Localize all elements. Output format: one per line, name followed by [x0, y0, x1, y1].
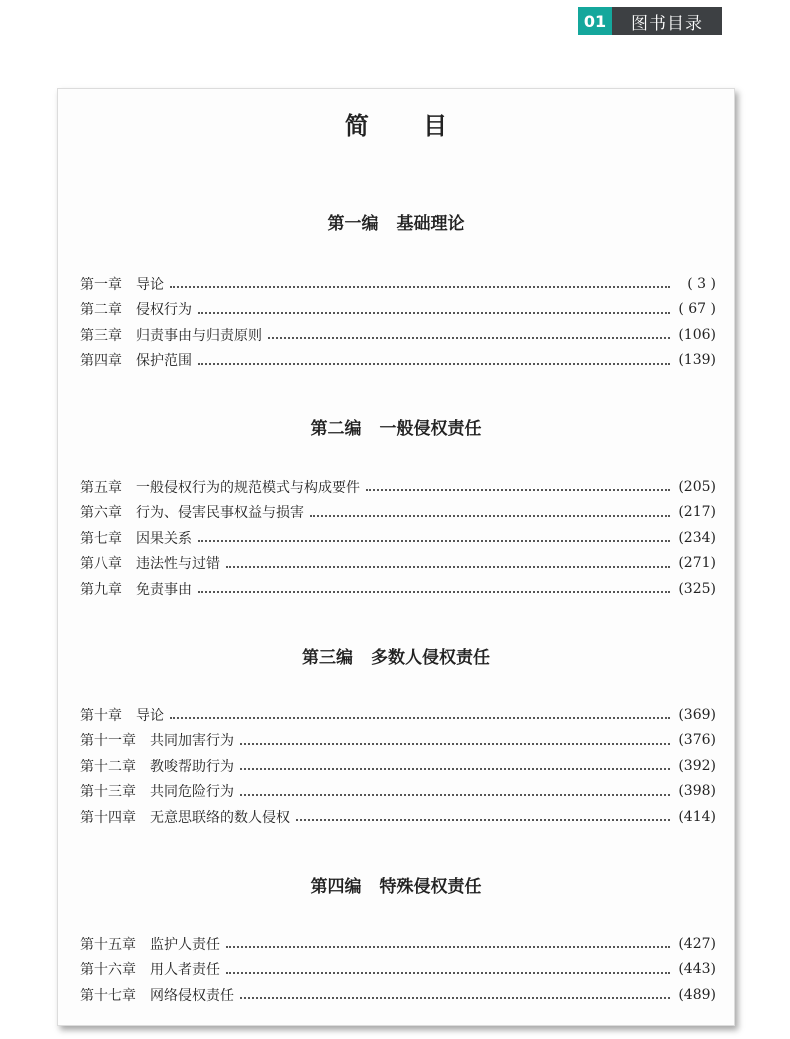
chapter-title: 监护人责任 — [150, 936, 220, 953]
toc-entry[interactable] — [80, 576, 716, 602]
part-title: 第二编 一般侵权责任 — [310, 419, 482, 439]
part-title: 第四编 特殊侵权责任 — [310, 877, 482, 897]
leader-dots — [268, 336, 670, 339]
chapter-number: 第十章 — [80, 707, 122, 724]
chapter-number: 第二章 — [80, 302, 122, 319]
chapter-title: 无意思联络的数人侵权 — [150, 809, 290, 826]
toc-entry[interactable] — [80, 271, 716, 297]
leader-dots — [240, 996, 670, 999]
leader-dots — [226, 945, 670, 948]
chapter-title: 共同危险行为 — [150, 784, 234, 801]
chapter-title: 侵权行为 — [136, 302, 192, 319]
toc-entry[interactable] — [80, 525, 716, 551]
chapter-title: 违法性与过错 — [136, 556, 220, 573]
toc-entry[interactable] — [80, 804, 716, 830]
toc-page — [57, 88, 735, 1026]
chapter-title: 保护范围 — [136, 353, 192, 370]
toc-entry[interactable] — [80, 297, 716, 323]
leader-dots — [240, 793, 670, 796]
leader-dots — [226, 971, 670, 974]
page-number: (106) — [678, 326, 716, 343]
page-number: (398) — [678, 783, 716, 800]
page-number: (217) — [678, 504, 716, 521]
chapter-title: 教唆帮助行为 — [150, 758, 234, 775]
chapter-number: 第六章 — [80, 505, 122, 522]
page-number: (271) — [678, 555, 716, 572]
chapter-number: 第十二章 — [80, 758, 136, 775]
chapter-number: 第十三章 — [80, 784, 136, 801]
chapter-title: 共同加害行为 — [150, 733, 234, 750]
part-entries — [80, 271, 716, 373]
page-number: (427) — [678, 935, 716, 952]
chapter-title: 网络侵权责任 — [150, 987, 234, 1004]
leader-dots — [198, 590, 670, 593]
leader-dots — [226, 565, 670, 568]
leader-dots — [198, 539, 670, 542]
chapter-number: 第十六章 — [80, 962, 136, 979]
chapter-number: 第十五章 — [80, 936, 136, 953]
leader-dots — [170, 285, 670, 288]
chapter-title: 免责事由 — [136, 581, 192, 598]
chapter-title: 归责事由与归责原则 — [136, 327, 262, 344]
leader-dots — [296, 818, 670, 821]
chapter-number: 第四章 — [80, 353, 122, 370]
chapter-title: 一般侵权行为的规范模式与构成要件 — [136, 479, 360, 496]
leader-dots — [240, 742, 670, 745]
toc-entry[interactable] — [80, 753, 716, 779]
page-number: ( 67 ) — [678, 301, 716, 318]
page-number: (376) — [678, 732, 716, 749]
page-number: (392) — [678, 757, 716, 774]
chapter-title: 因果关系 — [136, 530, 192, 547]
page-number: (234) — [678, 529, 716, 546]
chapter-title: 用人者责任 — [150, 962, 220, 979]
leader-dots — [170, 716, 670, 719]
part-title: 第三编 多数人侵权责任 — [302, 648, 490, 668]
chapter-number: 第十四章 — [80, 809, 136, 826]
chapter-number: 第三章 — [80, 327, 122, 344]
chapter-number: 第十七章 — [80, 987, 136, 1004]
chapter-title: 导论 — [136, 707, 164, 724]
page-title: 简 目 — [344, 111, 448, 140]
toc-entry[interactable] — [80, 779, 716, 805]
page-number: ( 3 ) — [687, 275, 716, 292]
page-number: (443) — [678, 961, 716, 978]
part-entries — [80, 474, 716, 602]
section-badge — [578, 7, 722, 35]
chapter-title: 行为、侵害民事权益与损害 — [136, 505, 304, 522]
leader-dots — [366, 488, 670, 491]
section-label: 图书目录 — [612, 7, 722, 35]
toc-entry[interactable] — [80, 348, 716, 374]
chapter-number: 第一章 — [80, 276, 122, 293]
section-number: 01 — [578, 7, 612, 35]
toc-entry[interactable] — [80, 931, 716, 957]
chapter-number: 第八章 — [80, 556, 122, 573]
chapter-number: 第十一章 — [80, 733, 136, 750]
page-number: (369) — [678, 706, 716, 723]
part-title: 第一编 基础理论 — [327, 214, 465, 234]
chapter-number: 第七章 — [80, 530, 122, 547]
toc-entry[interactable] — [80, 551, 716, 577]
toc-entry[interactable] — [80, 500, 716, 526]
page-number: (205) — [678, 478, 716, 495]
page-number: (489) — [678, 986, 716, 1003]
chapter-number: 第九章 — [80, 581, 122, 598]
toc-entry[interactable] — [80, 957, 716, 983]
leader-dots — [198, 311, 670, 314]
toc-entry[interactable] — [80, 702, 716, 728]
chapter-title: 导论 — [136, 276, 164, 293]
toc-entry[interactable] — [80, 728, 716, 754]
page-number: (139) — [678, 352, 716, 369]
toc-entry[interactable] — [80, 982, 716, 1008]
chapter-number: 第五章 — [80, 479, 122, 496]
toc-entry[interactable] — [80, 322, 716, 348]
toc-entry[interactable] — [80, 474, 716, 500]
part-entries — [80, 931, 716, 1008]
part-entries — [80, 702, 716, 830]
leader-dots — [240, 767, 670, 770]
page-number: (325) — [678, 580, 716, 597]
leader-dots — [198, 362, 670, 365]
leader-dots — [310, 514, 670, 517]
page-number: (414) — [678, 808, 716, 825]
